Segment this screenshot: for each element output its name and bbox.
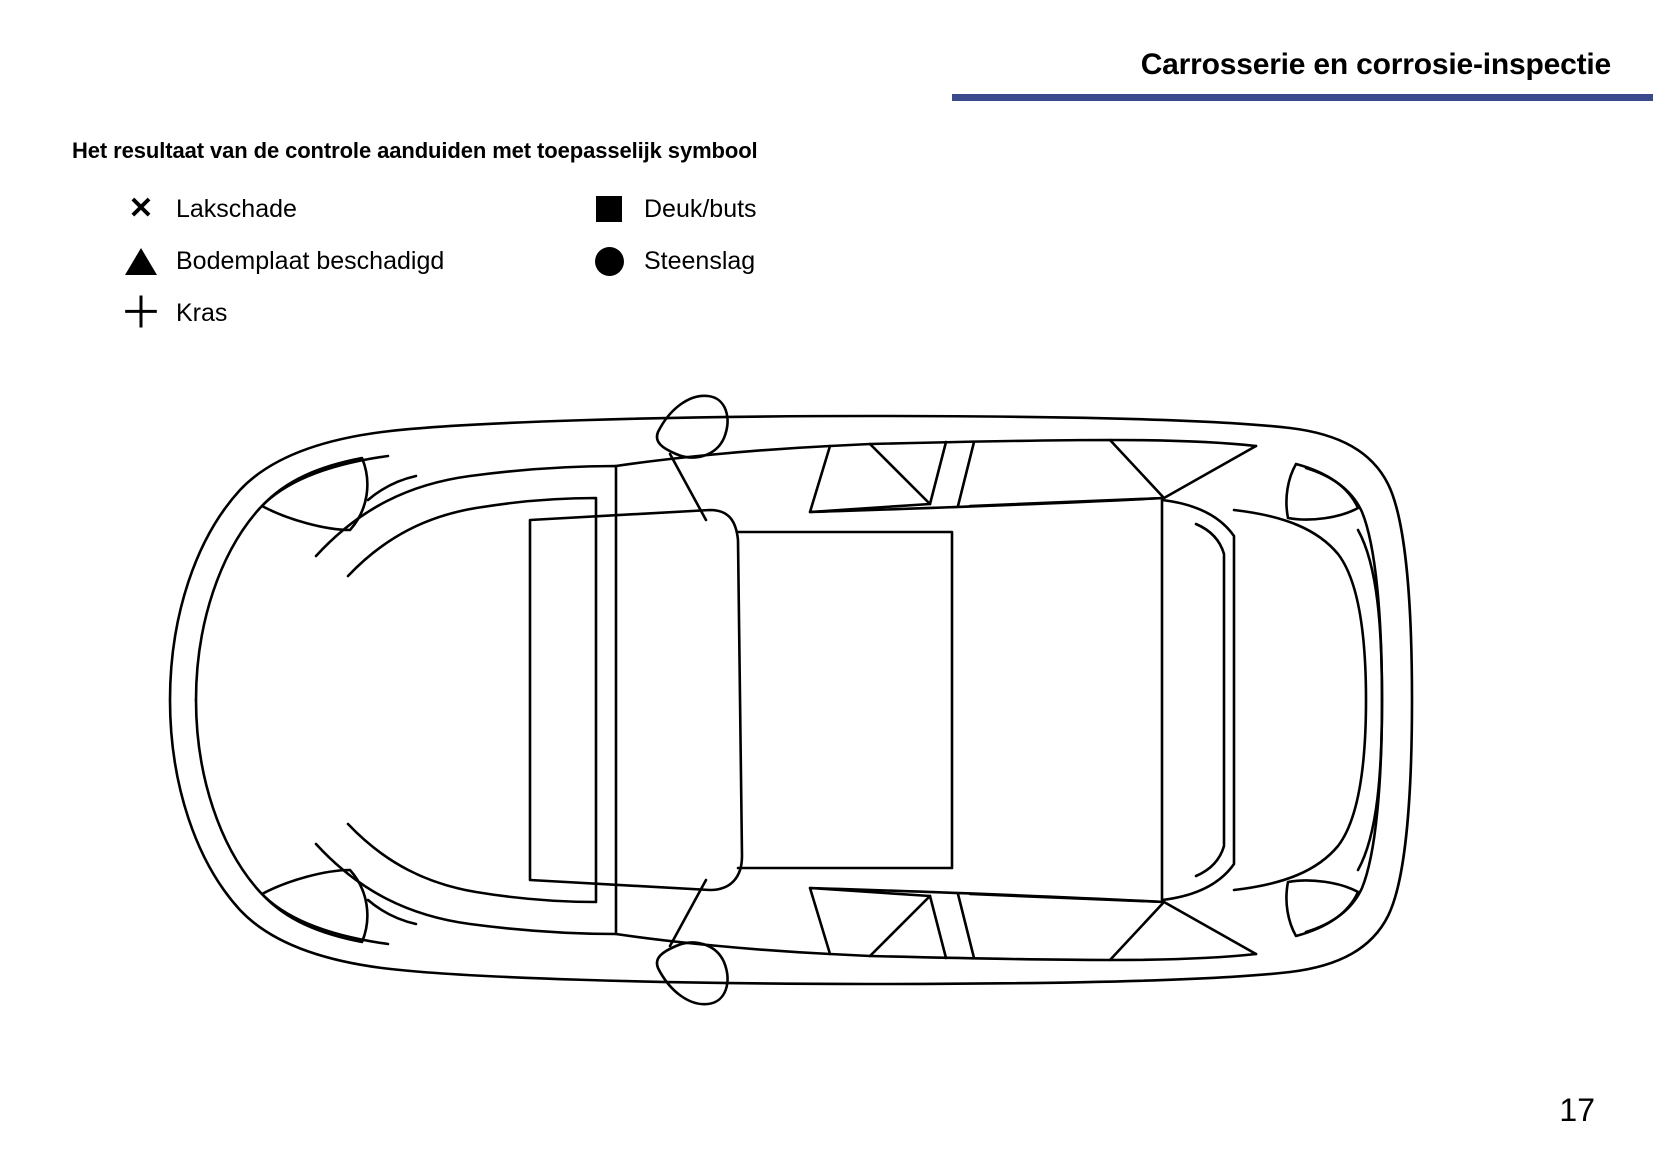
upper-door-gap-2 — [958, 442, 974, 506]
boot-lid-outline — [1234, 510, 1366, 890]
page-header — [13, 48, 1633, 81]
legend-column-right — [586, 183, 886, 287]
legend-label-steenslag: Steenslag — [644, 246, 756, 275]
rear-bumper-inner-lower — [1306, 700, 1382, 932]
hood-inner-panel — [348, 498, 596, 902]
legend-item-lakschade — [118, 183, 538, 235]
legend-item-kras — [118, 287, 538, 339]
rear-fascia-line — [1358, 530, 1382, 870]
upper-quarter-top — [1110, 440, 1256, 446]
rear-window-inner — [1196, 524, 1224, 876]
plus-glyph: ＋ — [121, 291, 161, 335]
plus-icon — [118, 290, 164, 336]
hood-outline — [316, 466, 616, 934]
front-bumper-inner-upper — [196, 456, 388, 700]
page-number: 17 — [1559, 1092, 1595, 1128]
upper-rear-door-panel — [870, 440, 1164, 506]
lower-door-gap-1 — [930, 896, 946, 958]
triangle-icon — [118, 238, 164, 284]
legend-label-deuk-buts: Deuk/buts — [644, 194, 757, 223]
circle-shape — [595, 247, 624, 276]
lower-fender-line — [616, 934, 830, 954]
x-mark-icon — [118, 186, 164, 232]
car-body-outline — [170, 416, 1412, 984]
upper-front-door-panel — [810, 444, 930, 512]
lower-quarter-bottom — [1110, 954, 1256, 960]
front-arch-upper — [368, 476, 416, 500]
upper-door-gap-1 — [930, 442, 946, 504]
header-divider — [952, 94, 1653, 101]
windscreen-outline — [530, 510, 742, 890]
circle-icon — [586, 238, 632, 284]
square-shape — [596, 196, 622, 222]
rear-bumper-inner-upper — [1306, 468, 1382, 700]
lower-door-gap-2 — [958, 894, 974, 958]
car-top-view-diagram — [110, 380, 1430, 1020]
rear-lamp-lower-icon — [1286, 880, 1358, 936]
upper-fender-line — [616, 446, 830, 466]
legend-item-steenslag — [586, 235, 886, 287]
front-bumper-inner-lower — [196, 700, 388, 944]
page-title: Carrosserie en corrosie-inspectie — [1140, 48, 1611, 81]
legend-item-deuk-buts — [586, 183, 886, 235]
legend-item-bodemplaat — [118, 235, 538, 287]
roof-panel — [738, 532, 952, 868]
rear-lamp-upper-icon — [1286, 464, 1358, 520]
lower-front-door-panel — [810, 888, 930, 956]
upper-quarter-slant — [1164, 446, 1256, 498]
triangle-shape — [125, 248, 157, 275]
legend-label-lakschade: Lakschade — [176, 194, 297, 223]
x-mark-glyph: ✕ — [128, 192, 154, 225]
legend-label-kras: Kras — [176, 298, 228, 327]
side-mirror-upper-icon — [657, 396, 728, 458]
square-icon — [586, 186, 632, 232]
legend-label-bodemplaat: Bodemplaat beschadigd — [176, 246, 445, 275]
front-arch-lower — [368, 900, 416, 924]
lower-quarter-slant — [1164, 902, 1256, 954]
side-mirror-lower-icon — [657, 943, 728, 1005]
legend-column-left — [118, 183, 538, 339]
instruction-text: Het resultaat van de controle aanduiden met toepasselijk symbool — [72, 138, 758, 163]
lower-rear-door-panel — [870, 894, 1164, 960]
lower-rocker-line — [810, 888, 1164, 902]
upper-rocker-line — [810, 498, 1164, 512]
